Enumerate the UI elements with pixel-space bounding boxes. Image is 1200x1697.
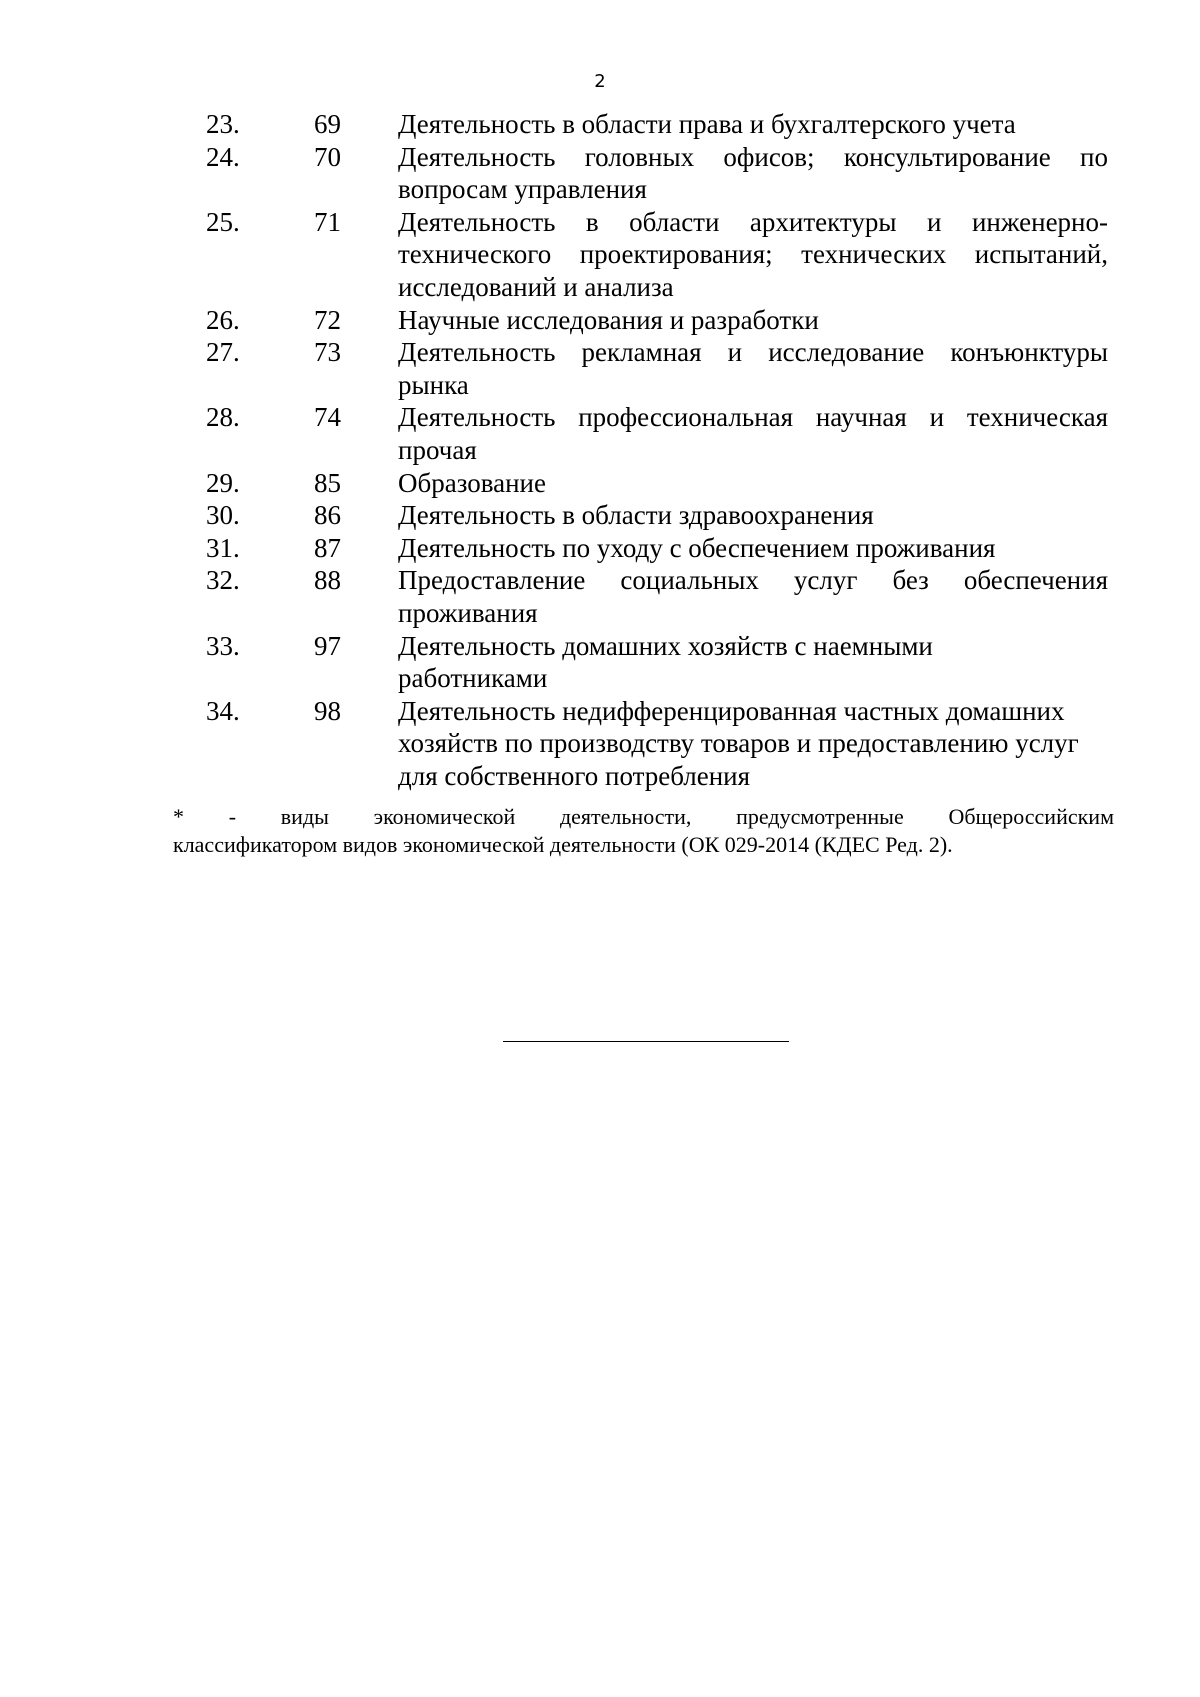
row-number: 23.	[206, 109, 240, 139]
row-number: 31.	[206, 532, 240, 563]
okved-code: 74	[314, 402, 341, 433]
activity-description: Деятельность рекламная и исследование конъюнктуры рынка	[398, 337, 1108, 400]
activity-description: Деятельность домашних хозяйств с наемными работниками	[398, 630, 933, 694]
row-number: 33.	[206, 630, 240, 661]
table-row	[0, 336, 1200, 401]
table-row	[0, 564, 1200, 629]
activity-description: Предоставление социальных услуг без обеспечения проживания	[398, 565, 1108, 628]
table-row	[0, 108, 1200, 141]
activity-description: Деятельность головных офисов; консультирование по вопросам управления	[398, 141, 1108, 205]
table-row	[0, 206, 1200, 304]
table-row	[0, 695, 1200, 793]
row-number: 25.	[206, 206, 240, 237]
okved-code: 87	[314, 532, 341, 563]
footnote	[173, 803, 1114, 859]
table-row	[0, 141, 1200, 206]
activity-table	[0, 108, 1200, 792]
table-row	[0, 499, 1200, 532]
row-number: 26.	[206, 304, 240, 335]
okved-code: 97	[314, 630, 341, 661]
row-number: 32.	[206, 565, 240, 596]
table-row	[0, 630, 1200, 695]
row-number: 27.	[206, 337, 240, 368]
footnote-line-2: классификатором видов экономической деятельности (ОК 029-2014 (КДЕС Ред. 2).	[173, 832, 953, 857]
activity-description: Деятельность недифференцированная частных домашних хозяйств по производству товаров и предоставлению услуг для собственного потребления	[398, 695, 1079, 791]
okved-code: 71	[314, 206, 341, 237]
row-number: 30.	[206, 500, 240, 531]
okved-code: 85	[314, 467, 341, 498]
row-number: 24.	[206, 141, 240, 172]
row-number: 34.	[206, 695, 240, 726]
footnote-line-1: * - виды экономической деятельности, предусмотренные Общероссийским	[173, 804, 1114, 829]
row-number: 29.	[206, 467, 240, 498]
okved-code: 86	[314, 500, 341, 531]
okved-code: 98	[314, 695, 341, 726]
activity-description: Деятельность в области архитектуры и инженерно-технического проектирования; технических испытаний, исследований и анализа	[398, 206, 1108, 302]
activity-description: Образование	[398, 467, 546, 498]
divider-line	[503, 1041, 789, 1042]
table-row	[0, 401, 1200, 466]
okved-code: 73	[314, 337, 341, 368]
activity-description: Деятельность в области права и бухгалтерского учета	[398, 109, 1016, 139]
okved-code: 88	[314, 565, 341, 596]
activity-description: Деятельность в области здравоохранения	[398, 500, 874, 531]
row-number: 28.	[206, 402, 240, 433]
table-row	[0, 532, 1200, 565]
okved-code: 70	[314, 141, 341, 172]
activity-description: Деятельность профессиональная научная и техническая прочая	[398, 402, 1108, 465]
page-number: 2	[594, 71, 606, 92]
table-row	[0, 467, 1200, 500]
activity-description: Деятельность по уходу с обеспечением проживания	[398, 532, 996, 563]
table-row	[0, 304, 1200, 337]
activity-description: Научные исследования и разработки	[398, 304, 819, 335]
okved-code: 72	[314, 304, 341, 335]
okved-code: 69	[314, 109, 341, 139]
